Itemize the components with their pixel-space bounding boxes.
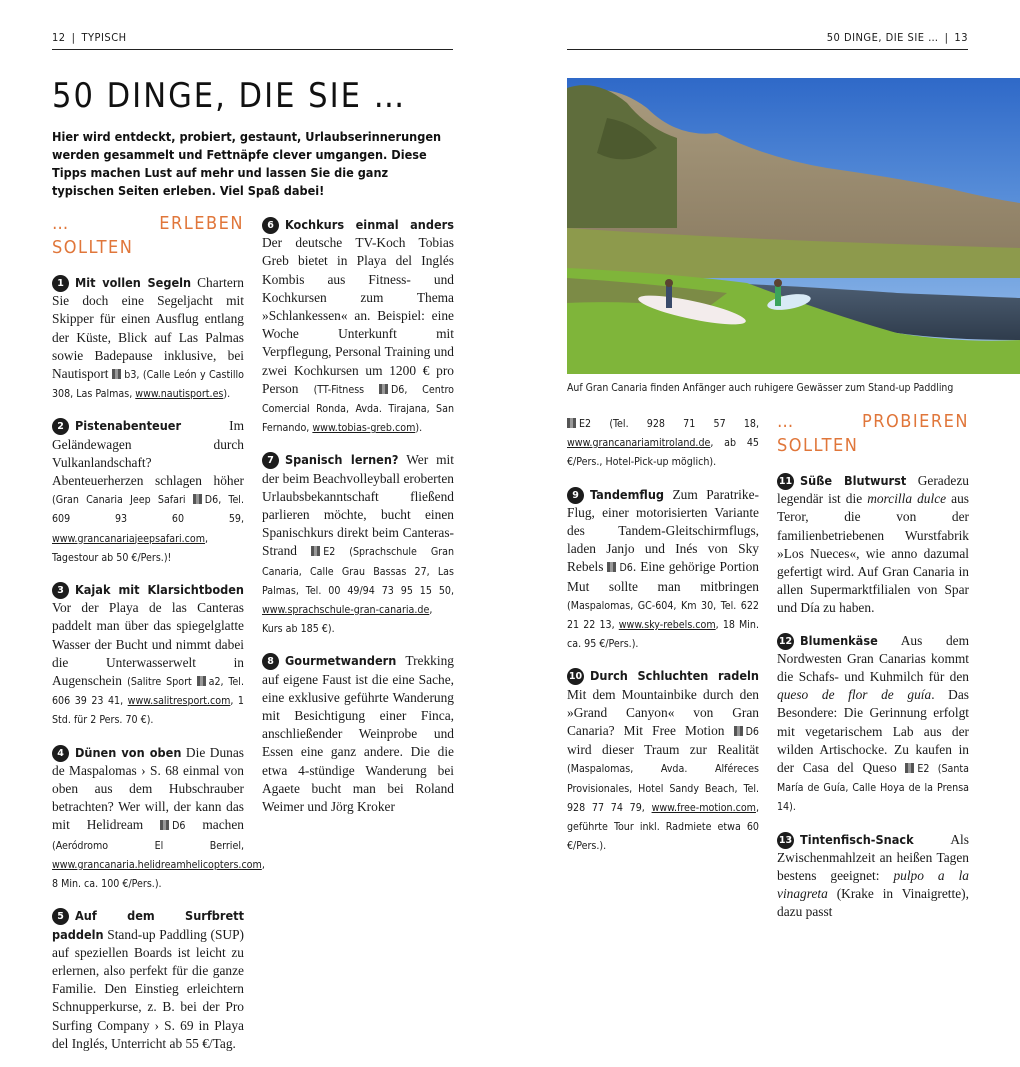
map-grid-icon: [905, 763, 914, 773]
map-grid-icon: [197, 676, 206, 686]
entry-link[interactable]: www.free-motion.com: [651, 801, 756, 814]
entry-info: (Sprachschule Gran Canaria, Calle Grau Bassas 27, Las Palmas, Tel. 00 49/94 73 95 15 50,: [262, 546, 454, 597]
entry-13: [777, 831, 969, 922]
entry-italic: queso de flor de guía: [777, 687, 932, 703]
entry-tail: , 1 Std. für 2 Pers. 70 €).: [52, 695, 244, 727]
entry-number-badge: 8: [262, 653, 279, 670]
column-3: [567, 414, 759, 869]
entry-text: Mit dem Mountainbike durch den »Grand Canyon« von Gran Canaria? Mit Free Motion: [567, 686, 759, 739]
section-heading-erleben: … ERLEBEN SOLLTEN: [52, 213, 244, 258]
column-4: [777, 410, 969, 936]
photo-stand-up-paddling: [567, 78, 1020, 374]
map-grid-icon: [311, 546, 320, 556]
entry-number-badge: 6: [262, 217, 279, 234]
entry-1: 1 Mit vollen Segeln Chartern Sie doch eine Segeljacht mit Skipper für einen Ausflug entlang der Küste, Blick auf Las Palmas sowie Badepause inklusive, bei Nautisport b3, (Calle León y Castillo 308, Las Palmas, www.nautisport.es).: [52, 275, 244, 401]
map-grid-icon: [567, 418, 576, 428]
entry-title: Spanisch lernen?: [285, 452, 399, 468]
entry-info: , Centro Comercial Ronda, Avda. Tirajana, San Fernando,: [262, 383, 454, 435]
entry-number-badge: 5: [52, 908, 69, 925]
map-ref: b3: [124, 369, 137, 382]
entry-8-start: [262, 652, 454, 816]
entry-11: [777, 472, 969, 618]
entry-text: Trekking auf eigene Faust ist die eine Sache, eine exklusive geführte Wanderung mit Besichtigung einer Finca, anschließender Weinprobe und Essen eine ganz andere. Die die etwa 4-stündige Wanderung bei Agaete bucht man bei Roland Weimer und Jörg Kroker: [262, 653, 454, 815]
map-ref: D6: [172, 820, 186, 833]
entry-title: Gourmetwandern: [285, 653, 397, 669]
intro-text: Hier wird entdeckt, probiert, gestaunt, Urlaubserinnerungen werden gesammelt und Fettnäpfe clever umgangen. Diese Tipps machen Lust auf mehr und lassen Sie die ganz typischen Seiten erleben. Viel Spaß dabei!: [52, 129, 442, 198]
entry-title: Kochkurs einmal anders: [285, 217, 454, 232]
entry-text-2: machen: [202, 817, 244, 833]
column-2: [262, 216, 454, 830]
entry-tail: , Kurs ab 185 €).: [262, 604, 433, 636]
entry-italic: morcilla dulce: [867, 491, 947, 507]
entry-title: Kajak mit Klarsichtboden: [75, 582, 244, 598]
entry-tail: , geführte Tour inkl. Radmiete etwa 60 €/Pers.).: [567, 801, 759, 853]
header-separator: |: [944, 31, 949, 44]
entry-text: Chartern Sie doch eine Segeljacht mit Skipper für einen Ausflug entlang der Küste, Blick auf Las Palmas sowie Badepause inklusive, bei Nautisport: [52, 275, 244, 382]
entry-text: Im Geländewagen durch Vulkanlandschaft? Abenteuerherzen schlagen höher: [52, 418, 244, 489]
column-1: [52, 212, 265, 1067]
entry-text: Als Zwischenmahlzeit an heißen Tagen bestens geeignet:: [777, 831, 969, 884]
landscape-photo-icon: [567, 78, 1020, 374]
entry-info: (Maspalomas, Avda. Alféreces Provisionales, Hotel Sandy Beach, Tel. 928 77 74 79,: [567, 763, 759, 814]
map-ref: E2: [579, 418, 592, 430]
entry-link[interactable]: www.nautisport.es: [135, 388, 224, 401]
entry-text: Geradezu legendär ist die: [777, 473, 969, 507]
entry-pre: (Gran Canaria Jeep Safari: [52, 494, 186, 507]
entry-link[interactable]: www.grancanariamitroland.de: [567, 437, 711, 450]
entry-text-2: (Krake in Vinaigrette), dazu passt: [777, 886, 969, 920]
entry-title: Pistenabenteuer: [75, 418, 182, 434]
map-ref: E2: [917, 763, 930, 776]
entry-tail: ).: [223, 388, 231, 401]
entry-title: Tandemflug: [590, 486, 664, 502]
header-section: 50 DINGE, DIE SIE …: [826, 31, 939, 44]
entry-6: [262, 216, 454, 437]
entry-text: Der deutsche TV-Koch Tobias Greb bietet in Playa del Inglés Kombis aus Fitness- und Kochkursen zum Thema »Schlankessen« an. Beispiel: eine Woche Unterkunft mit Verpflegung, Personal Training und zwei Kochkursen um 1200 € pro Person: [262, 235, 454, 396]
entry-italic: pulpo a la vinagreta: [777, 868, 969, 902]
entry-number-badge: 1: [52, 275, 69, 292]
entry-number-badge: 9: [567, 487, 584, 504]
entry-info: (Tel. 928 71 57 18,: [609, 418, 759, 430]
entry-title: Blumenkäse: [800, 632, 878, 648]
entry-title: Durch Schluchten radeln: [590, 668, 759, 684]
entry-3: [52, 581, 244, 730]
map-grid-icon: [607, 562, 616, 572]
entry-number-badge: 3: [52, 582, 69, 599]
map-grid-icon: [112, 369, 121, 379]
entry-link[interactable]: www.sky-rebels.com: [618, 619, 716, 632]
entry-text: Wer mit der beim Beachvolleyball eroberten Urlaubsbekanntschaft fließend parlieren möchte, bucht einen Spanischkurs direkt beim Canteras-Strand: [262, 452, 454, 559]
entry-info: , Tel. 606 39 23 41,: [52, 676, 244, 708]
entry-text-2: wird dieser Traum zur Realität: [567, 742, 759, 758]
entry-pre: (TT-Fitness: [313, 383, 365, 396]
map-ref: D6: [390, 383, 405, 396]
map-ref: D6: [745, 726, 759, 739]
entry-2: [52, 417, 244, 567]
entry-12: [777, 632, 969, 817]
entry-8-end: [567, 414, 759, 472]
entry-link[interactable]: www.salitresport.com: [127, 695, 231, 708]
entry-title: Mit vollen Segeln: [75, 275, 192, 290]
map-ref: a2: [208, 676, 221, 689]
page-number: 13: [954, 31, 968, 44]
entry-info: (Maspalomas, GC-604, Km 30, Tel. 622 21 22 13,: [567, 599, 759, 632]
entry-tail: , ab 45 €/Pers., Hotel-Pick-up möglich).: [567, 437, 759, 469]
page-title: 50 DINGE, DIE SIE …: [52, 76, 407, 116]
entry-4: [52, 744, 265, 894]
section-heading-probieren: … PROBIEREN SOLLTEN: [777, 411, 969, 456]
map-ref: D6: [204, 494, 219, 507]
header-section: TYPISCH: [81, 31, 127, 44]
map-ref: E2: [323, 546, 336, 559]
entry-tail: ).: [415, 422, 423, 435]
entry-title: Tintenfisch-Snack: [800, 831, 914, 847]
entry-info: , Tel. 609 93 60 59,: [52, 494, 244, 526]
entry-info: (Aeródromo El Berriel,: [52, 839, 244, 852]
header-separator: |: [71, 31, 76, 44]
map-ref: D6: [619, 562, 633, 575]
entry-number-badge: 13: [777, 832, 794, 849]
entry-text: Vor der Playa de las Canteras paddelt man über das spiegelglatte Wasser der Bucht und nimmt dabei die Unterwasserwelt in Augenschein: [52, 600, 244, 689]
entry-text: Aus dem Nordwesten Gran Canarias kommt die Schafs- und Kuhmilch für den: [777, 632, 970, 685]
entry-title: Dünen von oben: [75, 744, 182, 760]
entry-link[interactable]: www.tobias-greb.com: [312, 422, 416, 435]
page-header-right: [567, 30, 968, 50]
entry-info: (Calle León y Castillo 308, Las Palmas,: [52, 369, 244, 401]
entry-info: (Santa María de Guía, Calle Hoya de la Prensa 14).: [777, 763, 969, 814]
entry-tail: , 18 Min. ca. 95 €/Pers.).: [567, 619, 759, 651]
entry-text-2: . Das Besondere: Die Gerinnung erfolgt mit vegetarischem Lab aus der wilden Artischocke. Zu kaufen in der Casa del Queso: [777, 687, 969, 776]
entry-10: [567, 667, 759, 855]
entry-number-badge: 2: [52, 418, 69, 435]
entry-text: Zum Paratrike-Flug, einer motorisierten Variante des Tandem-Gleitschirmflugs, laden Janjo und Inés von Sky Rebels: [567, 486, 759, 575]
entry-9: [567, 486, 759, 654]
entry-link[interactable]: www.grancanariajeepsafari.com: [52, 532, 206, 545]
entry-text-2: aus Teror, die von der familienbetriebenen Wurstfabrik »Los Nueces«, wie anno dazumal gefertigt wird. Auf Gran Canaria in allen Supermarktfilialen von Spar und Día zu haben.: [777, 491, 969, 616]
entry-pre: (Salitre Sport: [127, 676, 192, 689]
map-grid-icon: [734, 726, 743, 736]
page-number: 12: [52, 31, 66, 44]
entry-title: Süße Blutwurst: [800, 473, 907, 488]
map-grid-icon: [379, 384, 388, 394]
page-header-left: [52, 30, 453, 50]
entry-tail: , 8 Min. ca. 100 €/Pers.).: [52, 858, 265, 891]
entry-link[interactable]: www.sprachschule-gran-canaria.de: [262, 604, 430, 617]
entry-text: Die Dunas de Maspalomas › S. 68 einmal von oben aus dem Hubschrauber betrachten? Wer will, der kann das mit Helidream: [52, 744, 244, 833]
entry-link[interactable]: www.grancanaria.helidreamhelicopters.com: [52, 858, 262, 871]
entry-number-badge: 12: [777, 633, 794, 650]
entry-text: Stand-up Paddling (SUP) auf speziellen Boards ist leicht zu erlernen, also perfekt für die ganze Familie. Den Einstieg erleichtern Schnupperkurse, z. B. bei der Pro Surfing Company › S. 69 in Playa del Inglés, Unterricht ab 55 €/Tag.: [52, 926, 244, 1051]
entry-text-2: . Eine gehörige Portion Mut sollte man mitbringen: [567, 559, 759, 594]
entry-number-badge: 11: [777, 473, 794, 490]
entry-number-badge: 4: [52, 745, 69, 762]
photo-caption: Auf Gran Canaria finden Anfänger auch ruhigere Gewässer zum Stand-up Paddling: [567, 382, 954, 394]
entry-5: [52, 907, 244, 1053]
entry-number-badge: 10: [567, 668, 584, 685]
map-grid-icon: [193, 494, 202, 504]
map-grid-icon: [160, 820, 169, 830]
entry-tail: , Tagestour ab 50 €/Pers.)!: [52, 532, 209, 564]
entry-title: Auf dem Surfbrett paddeln: [52, 908, 244, 942]
entry-number-badge: 7: [262, 452, 279, 469]
entry-7: [262, 451, 454, 638]
